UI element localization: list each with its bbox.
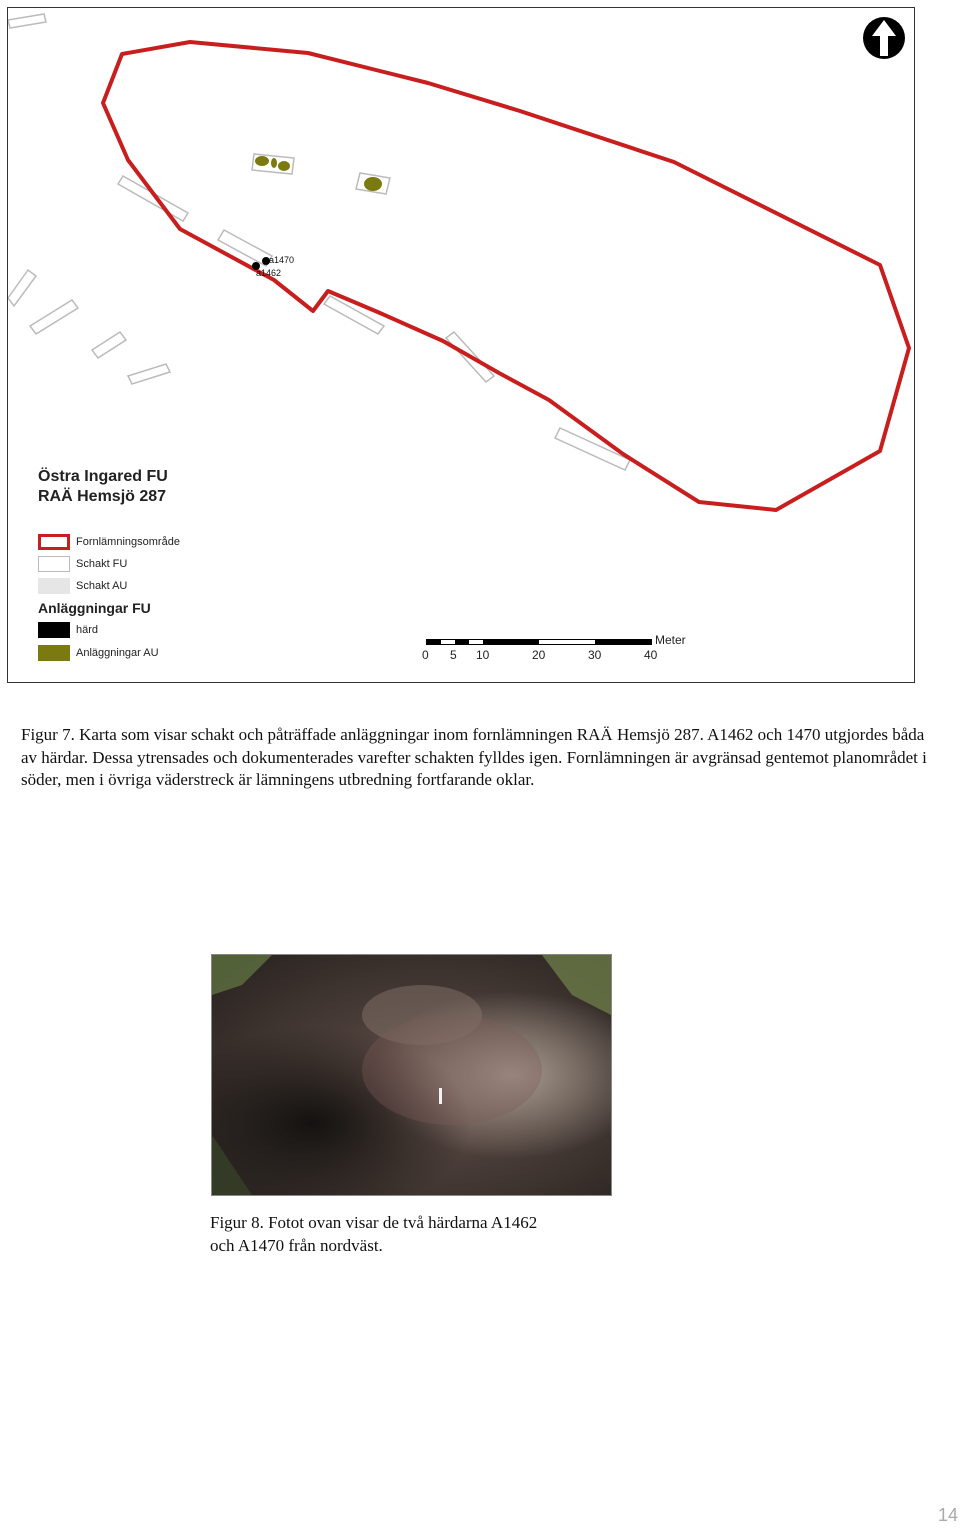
scale-bar [426,639,652,645]
au-feature [278,161,290,171]
legend-item-schakt-fu [38,555,127,573]
legend-section-heading: Anläggningar FU [38,600,151,616]
legend-swatch [38,556,70,572]
au-feature [364,177,382,191]
legend-label: Anläggningar AU [76,647,159,659]
legend-swatch [38,622,70,638]
legend-label: Fornlämningsområde [76,536,180,548]
figure-7-caption: Figur 7. Karta som visar schakt och påträffade anläggningar inom fornlämningen RAÄ Hemsjö 287. A1462 och 1470 utgjordes båda av härdar. Dessa ytrensades och dokumenterades varefter schakten fylldes igen. Fornlämningen är avgränsad gentemot planområdet i söder, men i övriga väderstreck är lämningens utbredning fortfarande oklar. [21,725,927,789]
legend-item-boundary [38,533,180,551]
au-feature [255,156,269,166]
figure-8-caption-line2: och A1470 från nordväst. [210,1235,383,1255]
map-title-line2: RAÄ Hemsjö 287 [38,488,167,505]
scale-tick: 10 [476,648,490,662]
trenches-fu [8,14,630,470]
figure-8-caption-line1: Figur 8. Fotot ovan visar de två härdarna A1462 [210,1213,538,1232]
scale-tick: 0 [422,648,429,662]
photo-drawing [212,955,611,1195]
site-boundary [103,42,909,510]
trench [128,364,170,384]
trench [8,270,36,306]
trench [30,300,78,334]
trench [118,176,188,221]
trench [92,332,126,358]
scale-tick: 20 [532,648,546,662]
trench [8,14,46,28]
legend-swatch [38,578,70,594]
scale-tick: 30 [588,648,602,662]
legend-swatch [38,645,70,661]
au-feature [271,158,277,168]
page-number: 14 [937,1505,958,1525]
legend-label: härd [76,624,99,636]
label-a1462: a1462 [256,268,282,278]
figure-8-caption [210,1212,600,1257]
legend-item-hard [38,621,98,639]
legend-label: Schakt AU [76,580,128,592]
scale-unit: Meter [655,633,686,647]
label-a1470: a1470 [269,255,295,265]
scale-tick: 40 [644,648,658,662]
legend-label: Schakt FU [76,558,128,570]
site-map [7,7,915,683]
legend-swatch [38,534,70,550]
scale-tick: 5 [450,648,457,662]
map-drawing [8,8,914,682]
legend-item-schakt-au [38,577,127,595]
map-title-line1: Östra Ingared FU [38,468,168,485]
excavation-photo [211,954,612,1196]
legend-item-anlaggningar-au [38,644,159,662]
north-arrow-icon [863,17,905,59]
